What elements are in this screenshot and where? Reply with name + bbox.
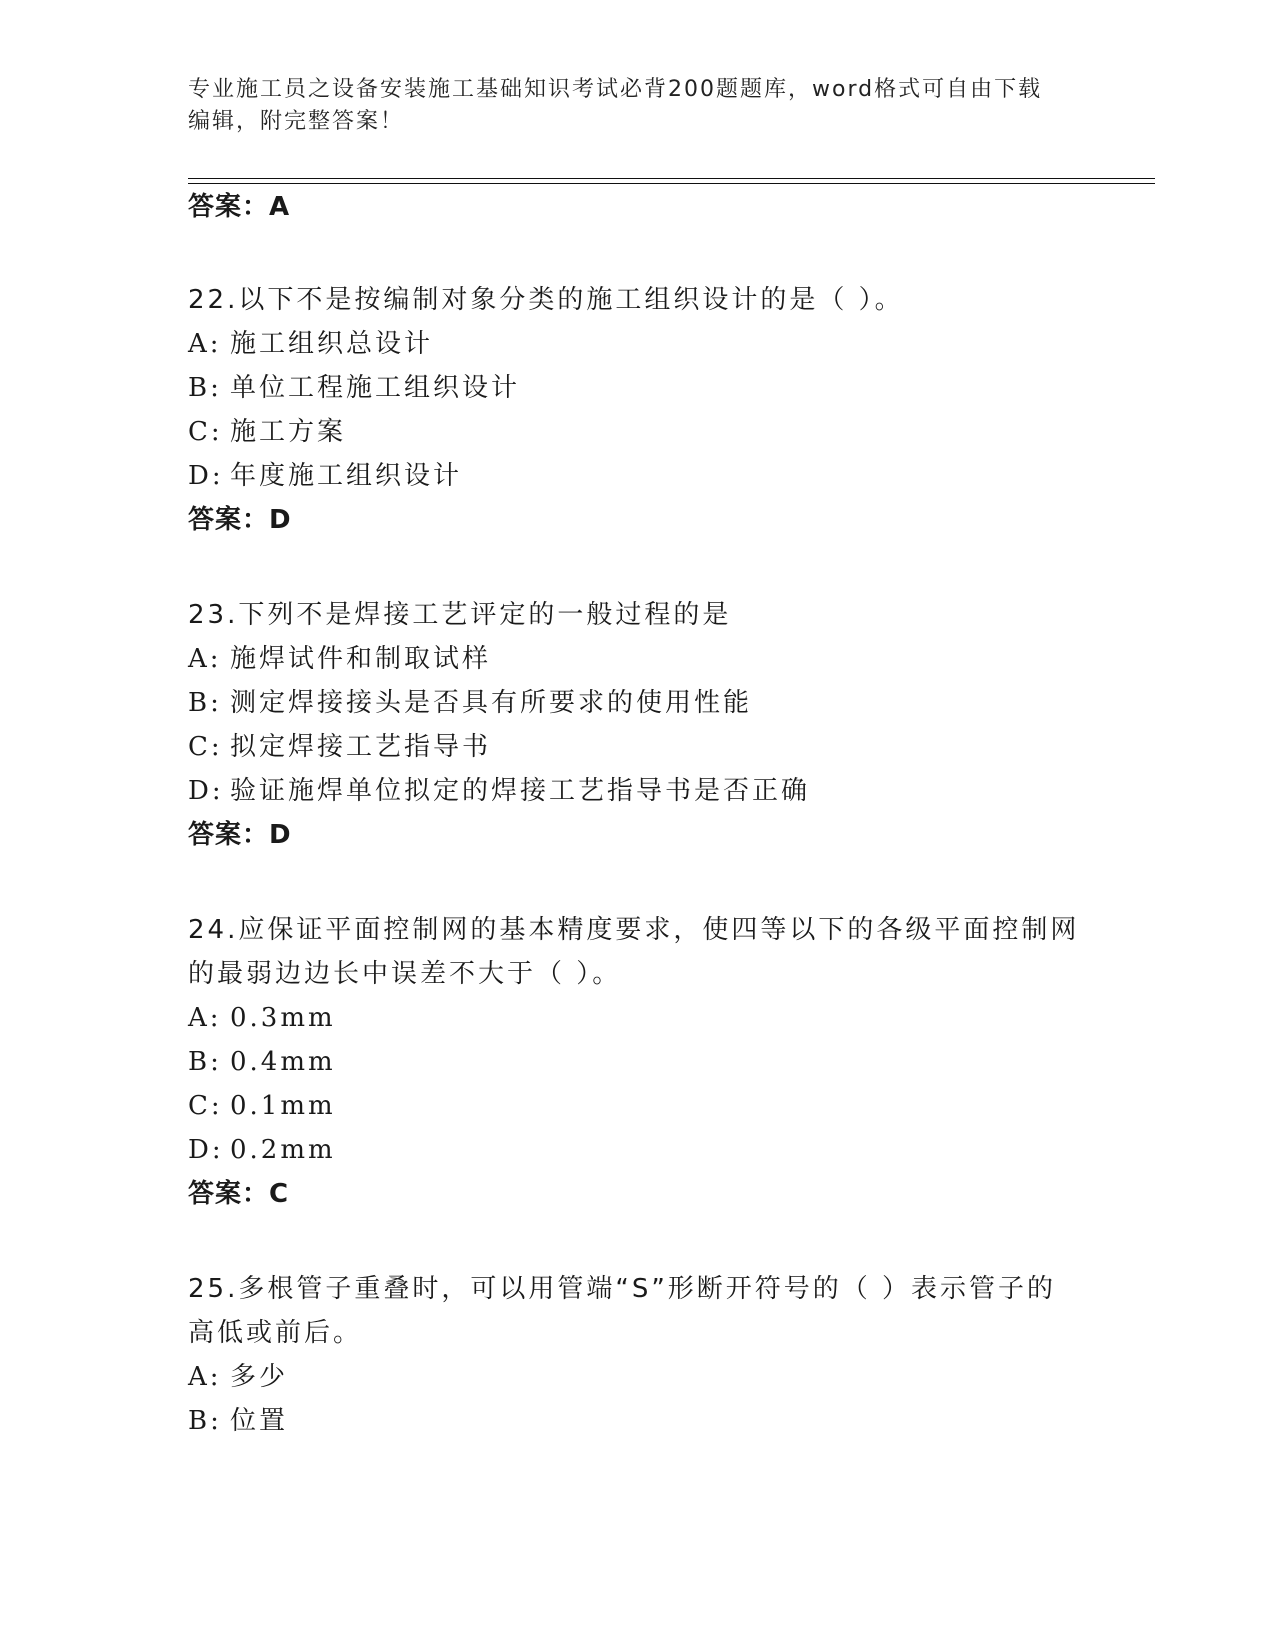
question-25-option-a	[188, 1360, 288, 1394]
question-23-option-b	[188, 686, 752, 720]
option-text: 拟定焊接工艺指导书	[230, 732, 492, 762]
question-22-option-d	[188, 459, 462, 493]
question-24-option-d	[188, 1133, 336, 1167]
option-text: 施工方案	[230, 417, 347, 447]
option-text: 0.3mm	[230, 1003, 336, 1033]
option-letter: D:	[188, 1135, 224, 1165]
question-23-option-a	[188, 642, 491, 676]
option-text: 测定焊接接头是否具有所要求的使用性能	[230, 688, 753, 718]
question-25-stem-line-1: 25.多根管子重叠时，可以用管端“S”形断开符号的（ ）表示管子的	[188, 1274, 1057, 1304]
header-line-1: 专业施工员之设备安装施工基础知识考试必背200题题库，word格式可自由下载	[188, 77, 1043, 102]
question-25-option-b	[188, 1404, 288, 1438]
option-letter: A:	[188, 1362, 222, 1392]
option-letter: B:	[188, 688, 222, 718]
option-text: 0.2mm	[230, 1135, 336, 1165]
question-23-option-c	[188, 730, 491, 764]
option-letter: D:	[188, 461, 224, 491]
question-24-option-b	[188, 1045, 336, 1079]
option-letter: A:	[188, 644, 222, 674]
option-text: 施焊试件和制取试样	[230, 644, 492, 674]
option-letter: A:	[188, 1003, 222, 1033]
header-rule-top	[188, 178, 1155, 179]
option-letter: C:	[188, 732, 223, 762]
question-24-option-c	[188, 1089, 336, 1123]
option-letter: C:	[188, 417, 223, 447]
document-header	[188, 74, 1088, 138]
question-23-stem: 23.下列不是焊接工艺评定的一般过程的是	[188, 600, 732, 630]
option-text: 单位工程施工组织设计	[230, 373, 521, 403]
question-23-option-d	[188, 774, 810, 808]
question-24-answer: 答案：C	[188, 1179, 290, 1209]
previous-answer: 答案：A	[188, 192, 291, 222]
option-letter: B:	[188, 1406, 222, 1436]
option-letter: B:	[188, 1047, 222, 1077]
option-text: 多少	[230, 1362, 289, 1392]
option-text: 0.4mm	[230, 1047, 336, 1077]
header-line-2: 编辑，附完整答案！	[188, 109, 405, 134]
question-22-option-b	[188, 371, 520, 405]
option-letter: D:	[188, 776, 224, 806]
question-22-stem: 22.以下不是按编制对象分类的施工组织设计的是（ ）。	[188, 285, 904, 315]
question-24-option-a	[188, 1001, 336, 1035]
option-letter: B:	[188, 373, 222, 403]
option-letter: A:	[188, 329, 222, 359]
option-text: 0.1mm	[230, 1091, 336, 1121]
option-text: 年度施工组织设计	[230, 461, 463, 491]
question-24-stem-line-1: 24.应保证平面控制网的基本精度要求，使四等以下的各级平面控制网	[188, 915, 1080, 945]
question-24-stem-line-2: 的最弱边边长中误差不大于（ ）。	[188, 959, 622, 989]
option-text: 验证施焊单位拟定的焊接工艺指导书是否正确	[230, 776, 811, 806]
question-23-answer: 答案：D	[188, 820, 292, 850]
option-text: 施工组织总设计	[230, 329, 434, 359]
question-25-stem-line-2: 高低或前后。	[188, 1318, 363, 1348]
header-rule-bottom	[188, 183, 1155, 184]
question-22-option-c	[188, 415, 346, 449]
option-letter: C:	[188, 1091, 223, 1121]
option-text: 位置	[230, 1406, 289, 1436]
question-22-option-a	[188, 327, 433, 361]
question-22-answer: 答案：D	[188, 505, 292, 535]
